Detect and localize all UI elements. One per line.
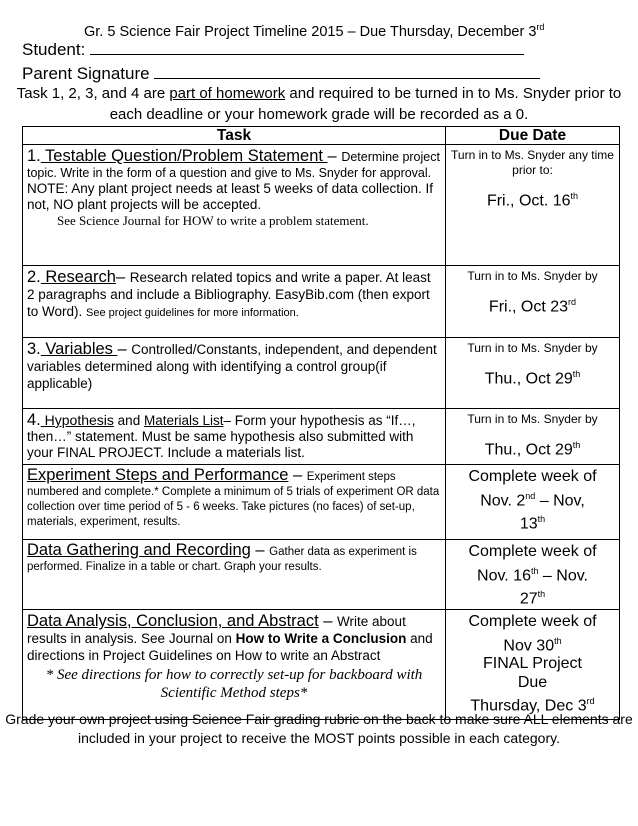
- due-date-cell: Complete week of Nov. 16th – Nov. 27th: [446, 540, 620, 610]
- task-cell: 1. Testable Question/Problem Statement – Determine project topic. Write in the form of a question and give to Ms. Snyder for approval. NOTE: Any plant project needs at least 5 weeks of data collection. If not, NO plant projects will be accepted. See Science Journal for HOW to write a problem statement.: [23, 145, 446, 266]
- parent-signature-line: [22, 63, 540, 84]
- intro-text: Task 1, 2, 3, and 4 are part of homework and required to be turned in to Ms. Snyder prior to each deadline or your homework grade will be recorded as a 0.: [16, 85, 622, 123]
- table-row: [23, 266, 620, 338]
- table-row: [23, 610, 620, 720]
- task-title: Testable Question/Problem Statement: [40, 147, 328, 165]
- task-title: Experiment Steps and Performance: [27, 466, 289, 484]
- column-header-due-date: Due Date: [446, 127, 620, 145]
- footer-text: Grade your own project using Science Fair grading rubric on the back to make sure ALL elements are included in your project to receive the MOST points possible in each category.: [5, 711, 633, 746]
- student-blank: [90, 39, 524, 55]
- timeline-table: [22, 126, 620, 720]
- task-title: Data Analysis, Conclusion, and Abstract: [27, 612, 319, 631]
- task-cell: Data Analysis, Conclusion, and Abstract – Write about results in analysis. See Journal on How to Write a Conclusion and directions in Project Guidelines on How to write an Abstract * See directions for how to correctly set-up for backboard with Scientific Method steps*: [23, 610, 446, 720]
- due-date: Thu., Oct 29th: [484, 440, 581, 459]
- table-row: [23, 409, 620, 465]
- table-header-row: [23, 127, 620, 145]
- table-row: [23, 338, 620, 409]
- table-row: [23, 540, 620, 610]
- task-cell: Experiment Steps and Performance – Experiment steps numbered and complete.* Complete a minimum of 5 trials of experiment OR data collection over time period of 5 - 6 weeks. Take pictures (no faces) of set-up, materials, experiment, results.: [23, 465, 446, 540]
- due-date-cell: Turn in to Ms. Snyder by Fri., Oct 23rd: [446, 266, 620, 338]
- due-date-cell: Turn in to Ms. Snyder by Thu., Oct 29th: [446, 409, 620, 465]
- page-title: Gr. 5 Science Fair Project Timeline 2015 – Due Thursday, December 3rd: [84, 22, 545, 40]
- due-date-cell: Complete week of Nov. 2nd – Nov, 13th: [446, 465, 620, 540]
- due-date: Fri., Oct 23rd: [488, 297, 577, 316]
- table-row: [23, 465, 620, 540]
- task-title: Research: [40, 268, 116, 286]
- student-line: [22, 39, 524, 60]
- task-title: Data Gathering and Recording: [27, 541, 251, 559]
- student-label: Student:: [22, 40, 86, 59]
- task-cell: 4. Hypothesis and Materials List– Form your hypothesis as “If…, then…” statement. Must be same hypothesis also submitted with your FINAL PROJECT. Include a materials list.: [23, 409, 446, 465]
- due-date-cell: Turn in to Ms. Snyder by Thu., Oct 29th: [446, 338, 620, 409]
- task-title: Variables: [40, 340, 118, 358]
- column-header-task: Task: [23, 127, 446, 145]
- parent-signature-blank: [154, 63, 540, 79]
- due-date-cell: Complete week of Nov 30th FINAL Project Due Thursday, Dec 3rd: [446, 610, 620, 720]
- due-date: Fri., Oct. 16th: [486, 191, 579, 210]
- task-cell: 3. Variables – Controlled/Constants, independent, and dependent variables determined along with identifying a control group(if applicable): [23, 338, 446, 409]
- task-title: Hypothesis: [40, 412, 114, 428]
- parent-signature-label: Parent Signature: [22, 64, 150, 83]
- table-row: [23, 145, 620, 266]
- due-date: Thu., Oct 29th: [484, 369, 581, 388]
- due-date-cell: Turn in to Ms. Snyder any time prior to: Fri., Oct. 16th: [446, 145, 620, 266]
- task-cell: 2. Research– Research related topics and write a paper. At least 2 paragraphs and include a Bibliography. EasyBib.com (then export to Word). See project guidelines for more information.: [23, 266, 446, 338]
- task-cell: Data Gathering and Recording – Gather data as experiment is performed. Finalize in a table or chart. Graph your results.: [23, 540, 446, 610]
